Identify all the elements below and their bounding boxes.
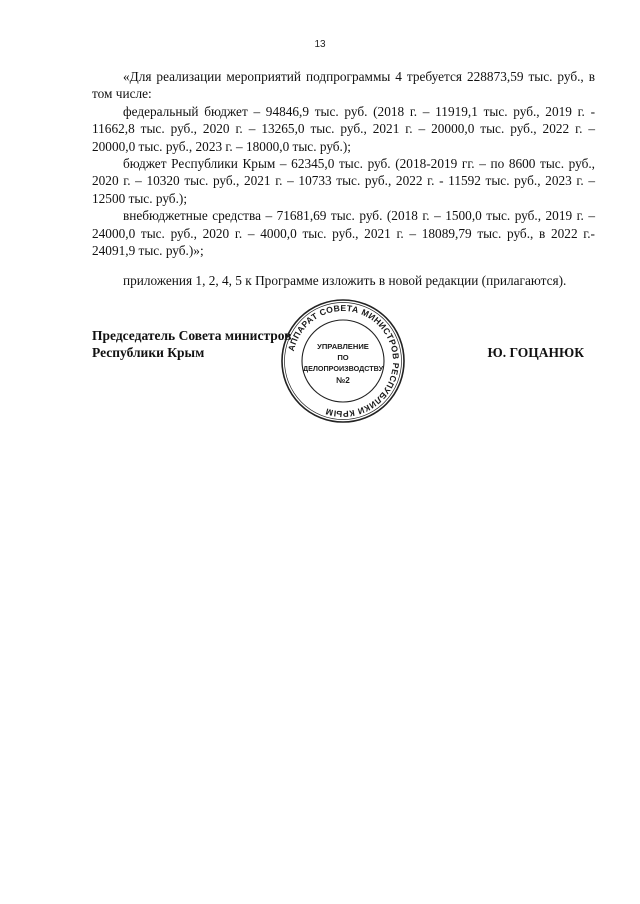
signatory-name: Ю. ГОЦАНЮК	[487, 345, 584, 360]
paragraph-crimea-budget: бюджет Республики Крым – 62345,0 тыс. руб. (2018-2019 гг. – по 8600 тыс. руб., 2020 г. – 10320 тыс. руб., 2021 г. – 10733 тыс. руб., 2022 г. - 11592 тыс. руб., 2023 г. – 12500 тыс. руб.);	[92, 156, 595, 206]
signatory-title-line2: Республики Крым	[92, 345, 205, 360]
page-number: 13	[314, 39, 326, 50]
paragraph-federal-budget: федеральный бюджет – 94846,9 тыс. руб. (2018 г. – 11919,1 тыс. руб., 2019 г. - 11662,8 тыс. руб., 2020 г. – 13265,0 тыс. руб., 2021 г. – 20000,0 тыс. руб., 2022 г. – 20000,0 тыс. руб., 2023 г. – 18000,0 тыс. руб.);	[92, 103, 595, 154]
paragraph-appendices: приложения 1, 2, 4, 5 к Программе изложить в новой редакции (прилагаются).	[123, 273, 567, 289]
stamp-center-line2: ПО	[337, 353, 349, 362]
stamp-center-line4: №2	[336, 376, 350, 385]
paragraph-extrabudgetary: внебюджетные средства – 71681,69 тыс. руб. (2018 г. – 1500,0 тыс. руб., 2019 г. – 24000,0 тыс. руб., 2020 г. – 4000,0 тыс. руб., 2021 г. – 18089,79 тыс. руб., в 2022 г.- 24091,9 тыс. руб.)»;	[92, 208, 595, 259]
official-stamp	[279, 297, 407, 425]
paragraph-total-funding: «Для реализации мероприятий подпрограммы 4 требуется 228873,59 тыс. руб., в том числе:	[92, 69, 595, 102]
signatory-title-line1: Председатель Совета министров	[92, 328, 292, 343]
stamp-center-line3: ДЕЛОПРОИЗВОДСТВУ	[302, 364, 384, 373]
stamp-ring-text: АППАРАТ СОВЕТА МИНИСТРОВ РЕСПУБЛИКИ КРЫМ	[286, 302, 402, 420]
document-body	[92, 68, 595, 290]
stamp-center-line1: УПРАВЛЕНИЕ	[317, 342, 369, 351]
